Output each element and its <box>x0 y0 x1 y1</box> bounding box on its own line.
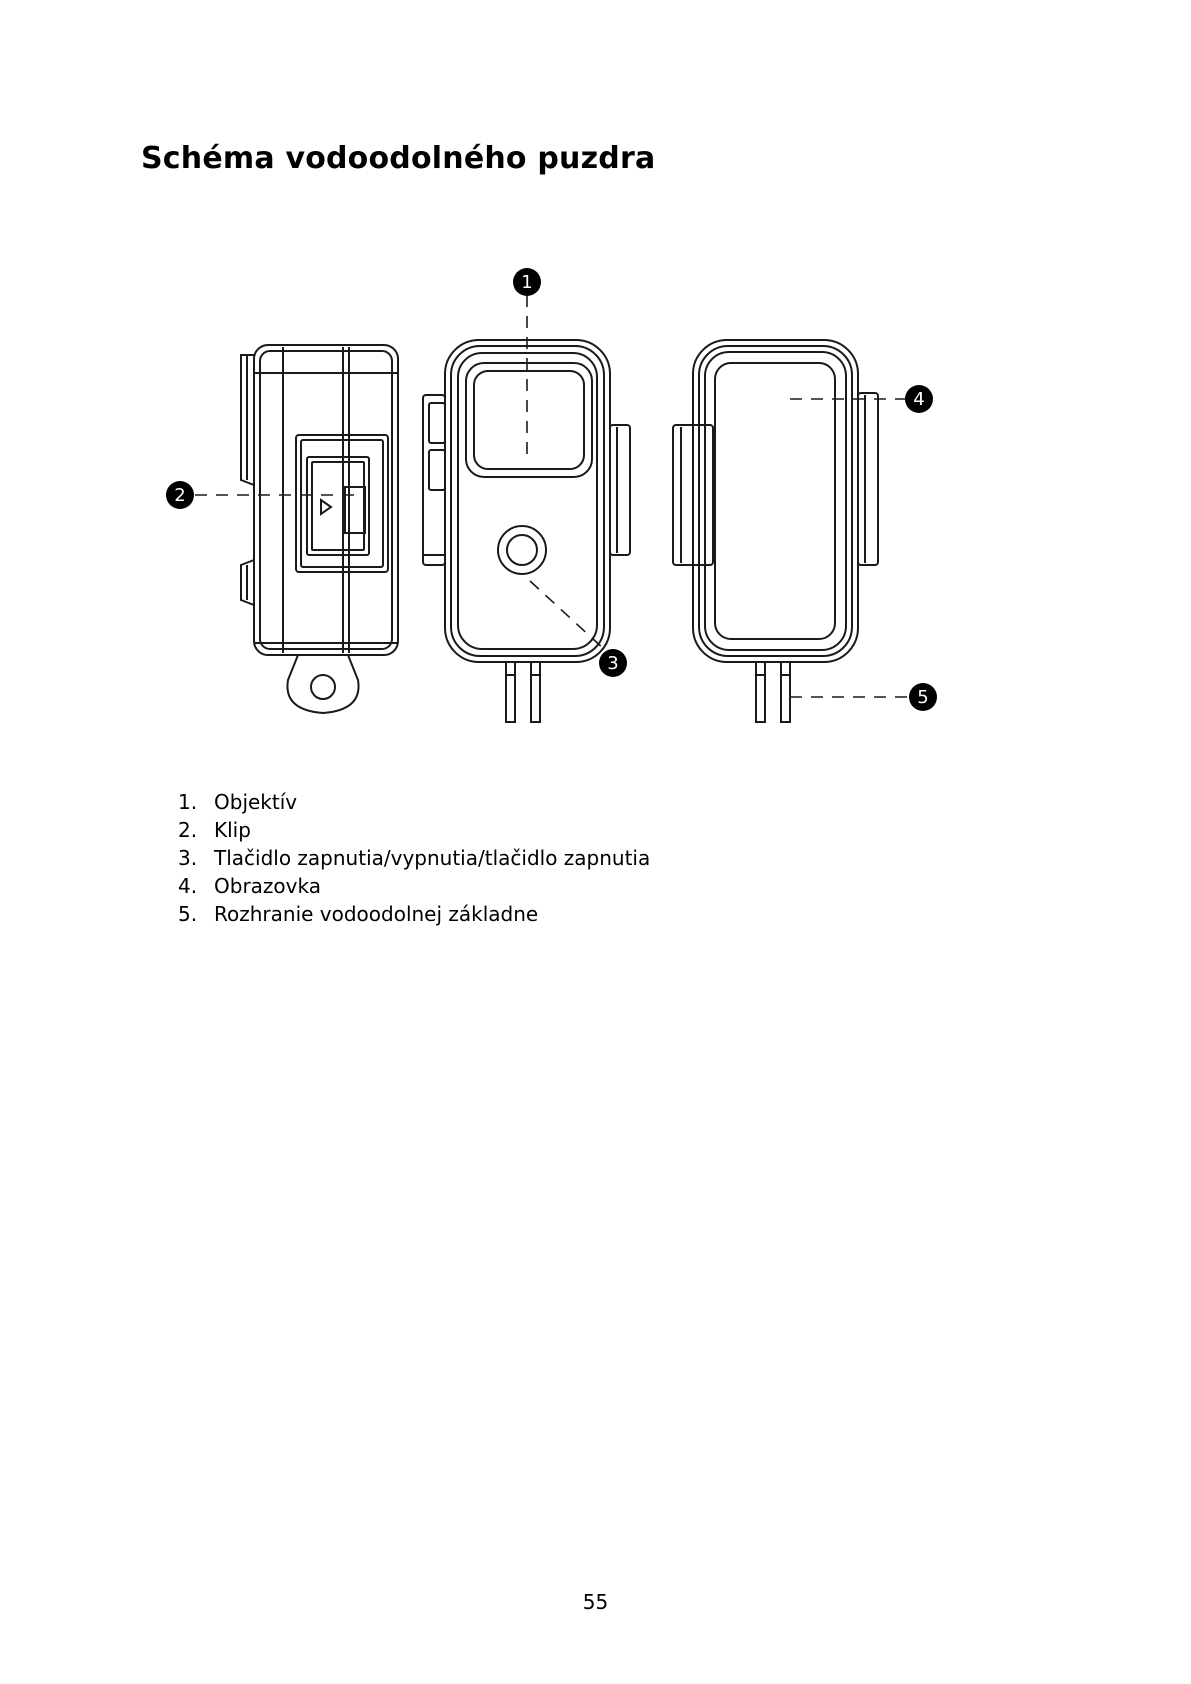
svg-text:5: 5 <box>917 687 929 708</box>
case-front-view <box>423 340 630 722</box>
page-number: 55 <box>582 1590 609 1614</box>
svg-text:3: 3 <box>607 653 619 674</box>
callout-1 <box>513 268 541 296</box>
list-item: 4. Obrazovka <box>178 874 321 898</box>
callout-2 <box>166 481 194 509</box>
callout-3 <box>599 649 627 677</box>
list-item: 1. Objektív <box>178 790 298 814</box>
case-back-view <box>673 340 878 722</box>
svg-text:1: 1 <box>521 272 533 293</box>
callout-leader-lines <box>195 295 909 697</box>
svg-text:2: 2 <box>174 485 186 506</box>
list-item: 5. Rozhranie vodoodolnej základne <box>178 902 539 926</box>
page-title: Schéma vodoodolného puzdra <box>141 141 656 176</box>
waterproof-case-diagram <box>165 255 1025 735</box>
callout-4 <box>905 385 933 413</box>
list-item: 2. Klip <box>178 818 251 842</box>
callout-5 <box>909 683 937 711</box>
svg-text:4: 4 <box>913 389 925 410</box>
list-item: 3. Tlačidlo zapnutia/vypnutia/tlačidlo zapnutia <box>178 846 651 870</box>
waterproof-case-drawing <box>165 255 1025 735</box>
case-side-view <box>241 345 398 713</box>
parts-list <box>178 788 650 928</box>
